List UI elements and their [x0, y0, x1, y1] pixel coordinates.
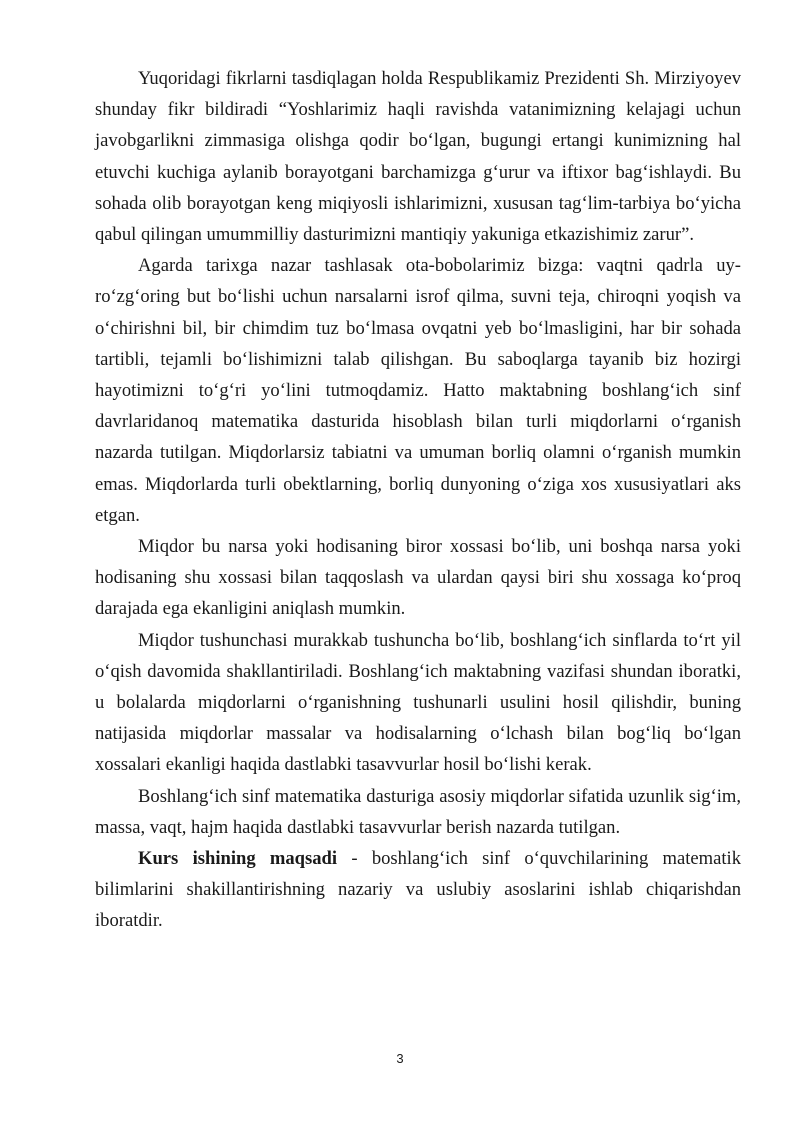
paragraph-quantity-definition: Miqdor bu narsa yoki hodisaning biror xossasi bo‘lib, uni boshqa narsa yoki hodisaning shu xossasi bilan taqqoslash va ulardan qaysi biri shu xossaga ko‘proq darajada ega ekanligini aniqlash mumkin. — [95, 536, 741, 620]
paragraph-quantity-concept: Miqdor tushunchasi murakkab tushuncha bo‘lib, boshlang‘ich sinflarda to‘rt yil o‘qish davomida shakllantiriladi. Boshlang‘ich maktabning vazifasi shundan iboratki, u bolalarda miqdorlarni o‘rganishning tushunarli usulini hosil qilishdir, buning natijasida miqdorlar massalar va hodisalarning o‘lchash bilan bog‘liq bo‘lgan xossalari ekanligi haqida dastlabki tasavvurlar hosil bo‘lishi kerak. — [95, 629, 741, 776]
paragraph-president-quote: Yuqoridagi fikrlarni tasdiqlagan holda Respublikamiz Prezidenti Sh. Mirziyoyev shunday fikr bildiradi “Yoshlarimiz haqli ravishda vatanimizning kelajagi uchun javobgarlikni zimmasiga olishga qodir bo‘lgan, bugungi ertangi kunimizning hal etuvchi kuchiga aylanib borayotgani barchamizga g‘urur va iftixor bag‘ishlaydi. Bu sohada olib borayotgan keng miqiyosli ishlarimizni, xususan tag‘lim-tarbiya bo‘yicha qabul qilingan umummilliy dasturimizni mantiqiy yakuniga etkazishimiz zarur”. — [95, 68, 741, 246]
course-goal-text: - boshlang‘ich sinf o‘quvchilarining matematik bilimlarini shakillantirishning nazariy va uslubiy asoslarini ishlab chiqarishdan iboratdir. — [95, 848, 742, 932]
paragraph-math-program: Boshlang‘ich sinf matematika dasturiga asosiy miqdorlar sifatida uzunlik sig‘im, massa, vaqt, hajm haqida dastlabki tasavvurlar berish nazarda tutilgan. — [95, 785, 741, 838]
page-number: 3 — [396, 1051, 404, 1066]
paragraph-course-goal — [95, 843, 741, 937]
paragraph-ancestors-advice: Agarda tarixga nazar tashlasak ota-bobolarimiz bizga: vaqtni qadrla uy-ro‘zg‘oring but bo‘lishi uchun narsalarni isrof qilma, suvni teja, chiroqni yoqish va o‘chirishni bil, bir chimdim tuz bo‘lmasa ovqatni yeb bo‘lmasligini, har bir sohada tartibli, tejamli bo‘lishimizni talab qilishgan. Bu saboqlarga tayanib biz hozirgi hayotimizni to‘g‘ri yo‘lini tutmoqdamiz. Hatto maktabning boshlang‘ich sinf davrlaridanoq matematika dasturida hisoblash bilan turli miqdorlarni o‘rganish nazarda tutilgan. Miqdorlarsiz tabiatni va umuman borliq olamni o‘rganish mumkin emas. Miqdorlarda turli obektlarning, borliq dunyoning o‘ziga xos xususiyatlari aks etgan. — [95, 255, 741, 526]
document-page — [95, 63, 741, 937]
course-goal-heading: Kurs ishining maqsadi — [138, 848, 338, 870]
